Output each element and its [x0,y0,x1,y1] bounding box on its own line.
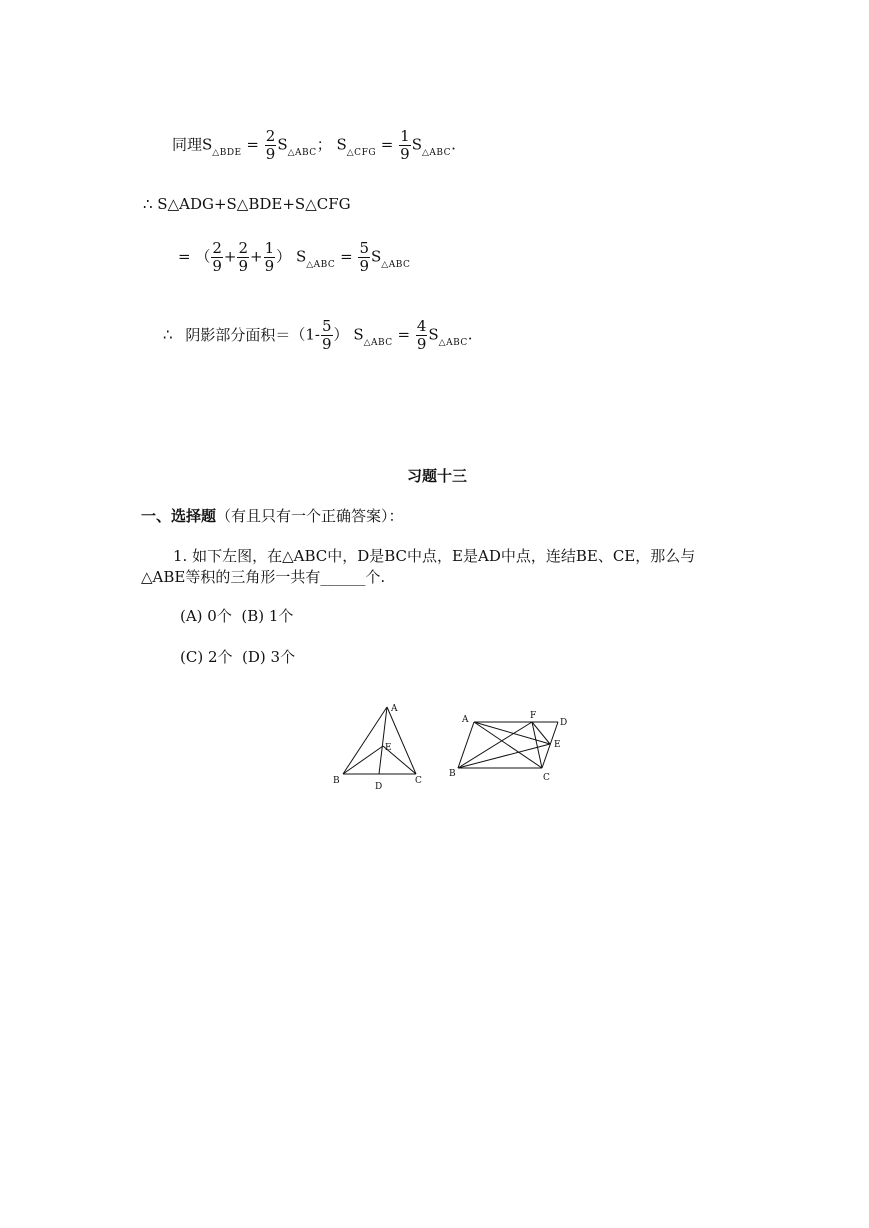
fraction-denominator: 9 [416,335,427,353]
fraction-denominator: 9 [238,257,249,275]
fraction-numerator: 1 [400,127,410,145]
fraction-denominator: 9 [400,145,410,163]
fraction-numerator: 5 [321,317,332,335]
fraction-five-ninths [358,240,370,275]
section-title: 习题十三 [407,467,468,485]
sum-result-line [178,240,410,275]
fraction-one-ninth [264,240,276,275]
fraction-two-ninths [237,240,249,275]
area-symbol: S [428,325,439,344]
plus-sign: + [223,247,237,266]
period: . [451,135,456,154]
equals-sign: = [340,247,353,266]
shaded-area-line [163,318,473,353]
part-heading [141,506,404,526]
question-1-line-1: 1. 如下左图，在△ABC中，D是BC中点，E是AD中点，连结BE、CE，那么与 [173,547,696,565]
fraction-numerator: 2 [265,127,276,145]
segment-be [343,746,383,774]
label-b: B [333,776,340,786]
subscript-abc: △ABC [438,337,468,348]
semicolon: ； [316,135,332,154]
open-paren: = （ [178,247,211,266]
label-a: A [391,704,398,714]
subscript-cfg: △CFG [346,147,377,158]
part-heading-bold: 一、选择题 [141,507,217,525]
subscript-abc: △ABC [421,147,452,158]
fraction-numerator: 4 [416,317,427,335]
area-symbol: S [277,135,288,154]
fraction-denominator: 9 [359,257,369,275]
area-symbol: S [202,135,213,154]
edge-ac [387,707,416,774]
label-b: B [449,769,456,779]
fraction-denominator: 9 [264,257,275,275]
area-relation-line [172,128,456,163]
segment-ae [474,722,550,744]
equals-sign: = [397,325,411,344]
plus-sign: + [250,247,263,266]
triangle-figure [328,700,432,794]
segment-bf [458,722,532,768]
fraction-four-ninths [416,318,428,353]
fraction-numerator: 1 [264,239,275,257]
label-a: A [462,715,469,725]
subscript-bde: △BDE [212,147,242,158]
period: . [467,325,473,344]
subscript-abc: △ABC [381,259,411,270]
fraction-numerator: 2 [238,239,249,257]
equals-sign: = [380,135,394,154]
subscript-abc: △ABC [363,337,393,348]
label-e: E [554,740,561,750]
shaded-area-label: 阴影部分面积＝ [185,325,291,344]
area-symbol: S [353,325,364,344]
prefix-text: 同理 [172,135,203,154]
fraction-two-ninths [211,240,223,275]
fraction-numerator: 5 [359,239,369,257]
label-f: F [530,711,537,721]
fraction-five-ninths [321,318,333,353]
options-row-1: (A) 0个 (B) 1个 [180,607,294,625]
open-paren: （1- [290,325,320,344]
fraction-two-ninths [265,128,277,163]
label-c: C [415,776,422,786]
equals-sign: = [246,135,259,154]
fraction-denominator: 9 [212,257,222,275]
label-d: D [560,718,568,728]
area-symbol: S [411,135,422,154]
options-row-2: (C) 2个 (D) 3个 [180,648,296,666]
part-heading-note: （有且只有一个正确答案）： [216,507,404,525]
label-c: C [543,773,550,783]
subscript-abc: △ABC [287,147,317,158]
label-e: E [385,743,392,753]
close-paren: ） [333,325,349,344]
fraction-denominator: 9 [265,145,276,163]
fraction-one-ninth [399,128,411,163]
close-paren: ） [276,247,292,266]
area-symbol: S [371,247,382,266]
sum-expression-line: ∴ S△ADG+S△BDE+S△CFG [143,195,351,213]
label-d: D [375,782,383,792]
question-1-line-2: △ABE等积的三角形一共有______个. [141,568,386,586]
area-symbol: S [336,135,347,154]
therefore-symbol: ∴ [163,325,173,344]
subscript-abc: △ABC [306,259,336,270]
fraction-numerator: 2 [212,239,222,257]
parallelogram-figure [446,706,574,788]
area-symbol: S [295,247,307,266]
fraction-denominator: 9 [321,335,332,353]
edge-ab [458,722,474,768]
